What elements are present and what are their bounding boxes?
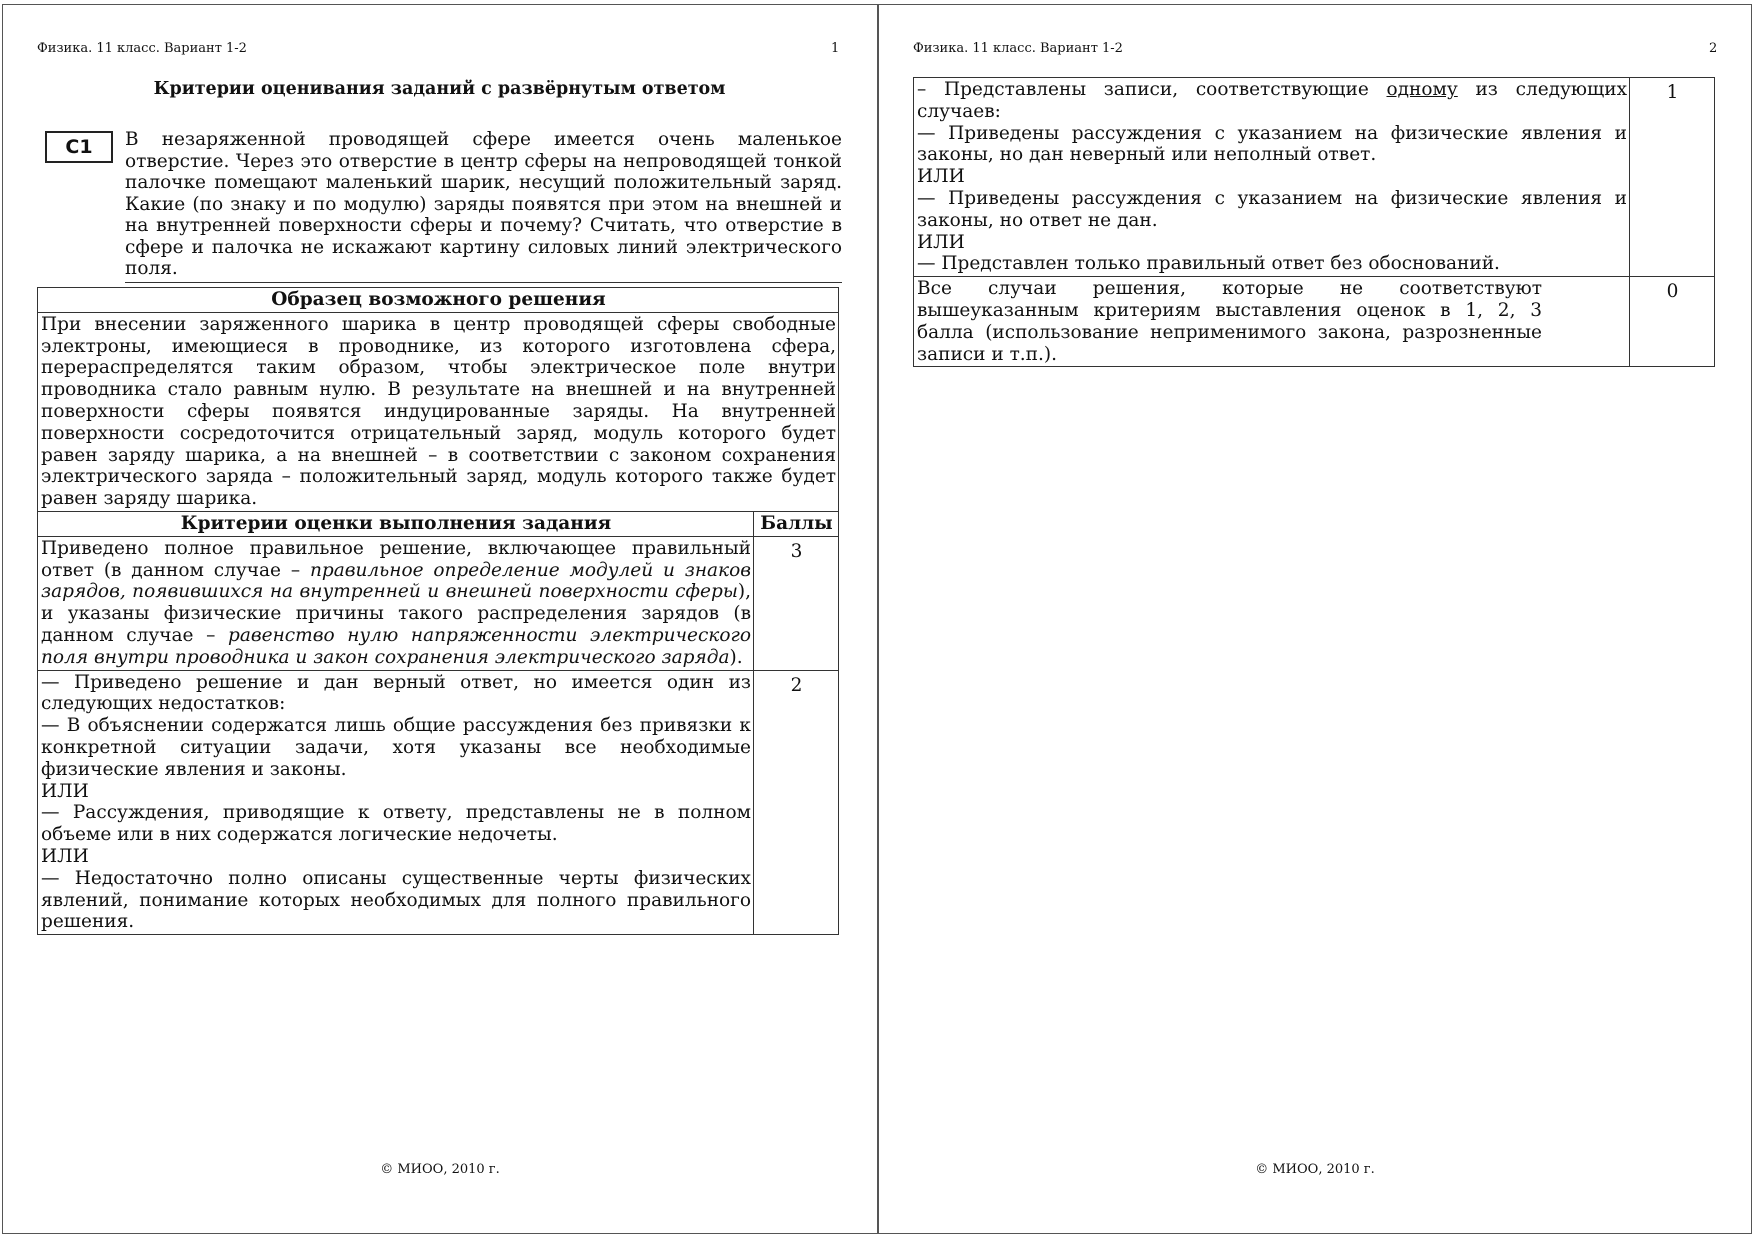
- criteria-2-or1: ИЛИ: [41, 780, 89, 802]
- score-column-header: Баллы: [754, 511, 839, 536]
- criteria-3-italic1: правильное определение модулей и знаков зарядов, появившихся на внутренней и внешней поверхности сферы: [41, 559, 751, 603]
- criteria-text-1: [914, 78, 1630, 277]
- task-divider: [125, 282, 842, 283]
- solution-text-row: [38, 312, 839, 511]
- page-footer: © МИОО, 2010 г.: [1255, 1162, 1375, 1177]
- page-number: 2: [1709, 41, 1718, 56]
- criteria-3-italic2: равенство нулю напряженности электрического поля внутри проводника и закон сохранения электрического заряда: [41, 624, 751, 668]
- solution-heading: Образец возможного решения: [38, 288, 839, 313]
- running-header-title: Физика. 11 класс. Вариант 1-2: [913, 41, 1123, 56]
- solution-text: При внесении заряженного шарика в центр проводящей сферы свободные электроны, имеющиеся в проводнике, из которого изготовлена сфера, перераспределятся таким образом, чтобы электрическое поле внутри проводника стало равным нулю. В результате на внешней и на внутренней поверхности сферы появятся индуцированные заряды. На внутренней поверхности сосредоточится отрицательный заряд, модуль которого будет равен заряду шарика, а на внешней – в соответствии с законом сохранения электрического заряда – положительный заряд, модуль которого также будет равен заряду шарика.: [38, 312, 839, 511]
- main-heading: Критерии оценивания заданий с развёрнутым ответом: [153, 79, 726, 99]
- criteria-row-score-2: [38, 670, 839, 935]
- criteria-text-0: [914, 277, 1630, 367]
- criteria-2-item1: — В объяснении содержатся лишь общие рассуждения без привязки к конкретной ситуации задачи, хотя указаны все необходимые физические явления и законы.: [41, 715, 751, 780]
- criteria-1-or1: ИЛИ: [917, 166, 965, 188]
- criteria-1-item1: — Приведены рассуждения с указанием на физические явления и законы, но дан неверный или неполный ответ.: [917, 122, 1627, 166]
- page-1: [2, 4, 878, 1234]
- task-block: [37, 129, 842, 280]
- criteria-1-or2: ИЛИ: [917, 231, 965, 253]
- criteria-header-row: [38, 511, 839, 536]
- criteria-row-score-3: [38, 536, 839, 670]
- score-0: 0: [1630, 277, 1715, 367]
- score-2: 2: [754, 670, 839, 935]
- criteria-2-item2: — Рассуждения, приводящие к ответу, представлены не в полном объеме или в них содержатся логические недочеты.: [41, 802, 751, 846]
- criteria-2-or2: ИЛИ: [41, 845, 89, 867]
- criteria-1-intro-before: – Представлены записи, соответствующие: [917, 79, 1387, 100]
- criteria-2-intro: — Приведено решение и дан верный ответ, но имеется один из следующих недостатков:: [41, 671, 751, 715]
- solution-heading-row: [38, 288, 839, 313]
- criteria-1-item3: — Представлен только правильный ответ без обоснований.: [917, 253, 1500, 275]
- score-1: 1: [1630, 78, 1715, 277]
- criteria-1-intro: [917, 79, 1627, 123]
- solution-criteria-table: [37, 287, 839, 935]
- criteria-text-3: [38, 536, 754, 670]
- criteria-3-part3: ).: [729, 646, 743, 668]
- page-number: 1: [831, 41, 840, 56]
- criteria-3-part2: ), и указаны физические причины такого распределения зарядов (в данном случае –: [41, 581, 751, 646]
- criteria-1-item2: — Приведены рассуждения с указанием на физические явления и законы, но ответ не дан.: [917, 187, 1627, 231]
- criteria-0-text: Все случаи решения, которые не соответствуют вышеуказанным критериям выставления оценок в 1, 2, 3 балла (использование неприменимого закона, разрозненные записи и т.п.).: [917, 278, 1542, 365]
- task-statement: В незаряженной проводящей сфере имеется очень маленькое отверстие. Через это отверстие в центр сферы на непроводящей тонкой палочке помещают маленький шарик, несущий положительный заряд. Какие (по знаку и по модулю) заряды появятся при этом на внешней и на внутренней поверхности сферы и почему? Считать, что отверстие в сфере и палочка не искажают картину силовых линий электрического поля.: [125, 129, 842, 279]
- criteria-1-intro-after: из следующих случаев:: [917, 79, 1627, 122]
- criteria-1-intro-underlined: одному: [1386, 79, 1458, 100]
- criteria-text-2: [38, 670, 754, 935]
- criteria-3-part1: Приведено полное правильное решение, включающее правильный ответ (в данном случае –: [41, 537, 751, 581]
- running-header-title: Физика. 11 класс. Вариант 1-2: [37, 41, 247, 56]
- criteria-table-continued: [913, 77, 1715, 367]
- page-2: [878, 4, 1752, 1234]
- criteria-column-header: Критерии оценки выполнения задания: [38, 511, 754, 536]
- criteria-2-item3: — Недостаточно полно описаны существенные черты физических явлений, понимание которых необходимых для полного правильного решения.: [41, 867, 751, 933]
- criteria-row-score-1: [914, 78, 1715, 277]
- task-label-badge: C1: [45, 131, 113, 163]
- score-3: 3: [754, 536, 839, 670]
- criteria-row-score-0: [914, 277, 1715, 367]
- page-footer: © МИОО, 2010 г.: [380, 1162, 500, 1177]
